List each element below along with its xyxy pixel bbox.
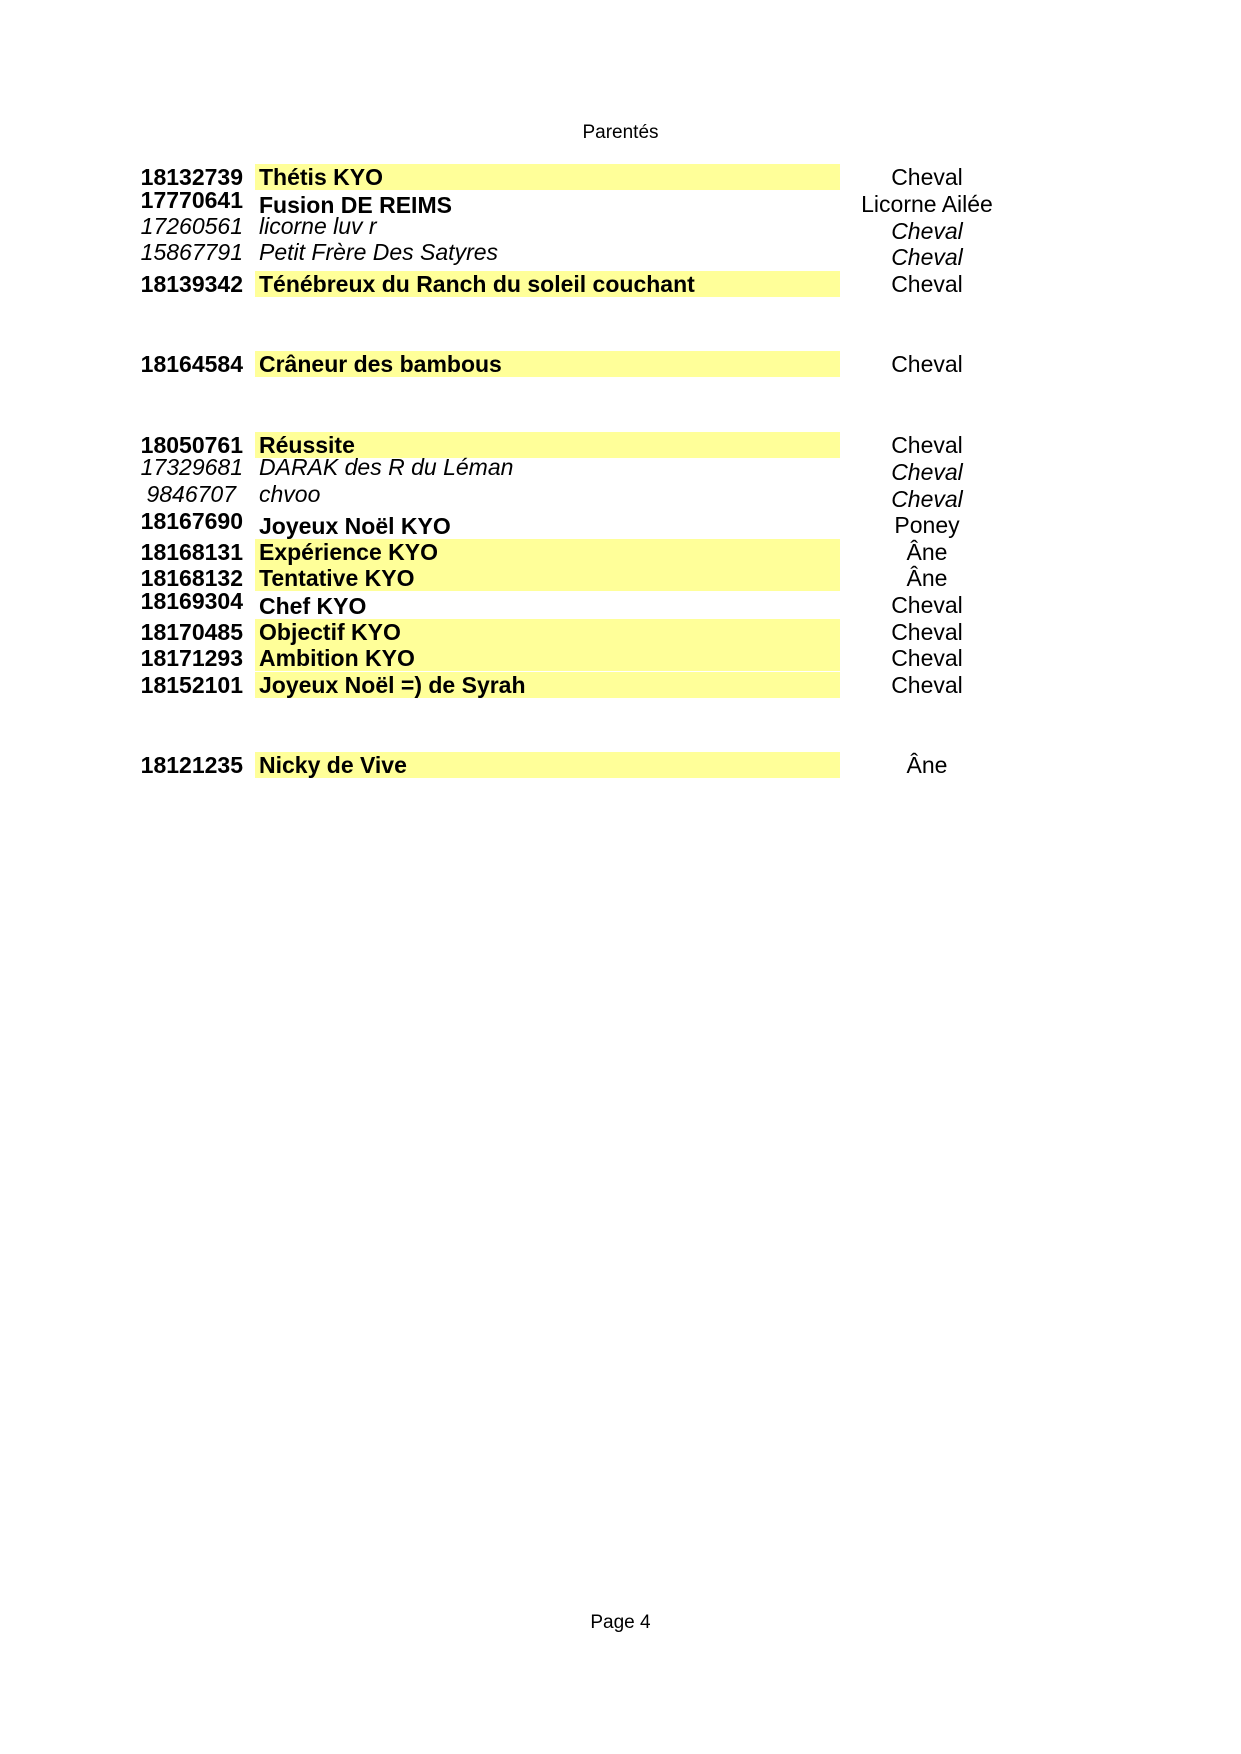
horse-type: Cheval <box>891 271 963 297</box>
horse-type: Cheval <box>891 351 963 377</box>
horse-type: Cheval <box>891 619 963 645</box>
horse-name: Nicky de Vive <box>259 752 407 778</box>
horse-type: Cheval <box>891 432 963 458</box>
horse-type: Cheval <box>891 592 963 618</box>
table-row <box>0 619 1241 645</box>
table-row <box>0 481 1241 512</box>
horse-name: chvoo <box>259 481 321 507</box>
horse-id: 18167690 <box>140 508 243 534</box>
horse-name: Crâneur des bambous <box>259 351 502 377</box>
table-row <box>0 454 1241 485</box>
horse-type: Poney <box>894 512 960 538</box>
horse-id: 18164584 <box>140 351 243 377</box>
horse-id: 18171293 <box>140 645 243 671</box>
horse-name: Chef KYO <box>259 593 367 619</box>
horse-type: Cheval <box>891 672 963 698</box>
horse-name: Réussite <box>259 432 355 458</box>
horse-type: Cheval <box>891 645 963 671</box>
horse-type: Âne <box>906 752 948 778</box>
page-header-title: Parentés <box>582 122 659 143</box>
horse-name: Expérience KYO <box>259 539 438 565</box>
page-number: Page 4 <box>590 1612 651 1633</box>
horse-name: licorne luv r <box>259 213 377 239</box>
horse-name: Fusion DE REIMS <box>259 192 452 218</box>
horse-name: DARAK des R du Léman <box>259 454 514 480</box>
table-row <box>0 672 1241 698</box>
horse-type: Cheval <box>891 164 963 190</box>
table-row <box>0 508 1241 539</box>
horse-id: 18168131 <box>140 539 243 565</box>
table-row <box>0 588 1241 619</box>
table-row <box>0 539 1241 565</box>
horse-type: Cheval <box>891 459 963 485</box>
horse-id: 18168132 <box>140 565 243 591</box>
table-row <box>0 187 1241 218</box>
horse-id: 17329681 <box>140 454 243 480</box>
horse-id: 18170485 <box>140 619 243 645</box>
horse-name: Joyeux Noël =) de Syrah <box>259 672 526 698</box>
horse-name: Objectif KYO <box>259 619 401 645</box>
horse-id: 18121235 <box>140 752 243 778</box>
horse-type: Cheval <box>891 218 963 244</box>
horse-id: 15867791 <box>140 239 243 265</box>
horse-name: Thétis KYO <box>259 164 383 190</box>
horse-id: 18050761 <box>140 432 243 458</box>
table-row <box>0 213 1241 244</box>
table-row <box>0 752 1241 778</box>
table-row <box>0 645 1241 671</box>
horse-name: Ténébreux du Ranch du soleil couchant <box>259 271 695 297</box>
horse-name: Petit Frère Des Satyres <box>259 239 499 265</box>
table-row <box>0 271 1241 297</box>
horse-type: Cheval <box>891 244 963 270</box>
horse-id: 9846707 <box>146 481 236 507</box>
horse-name: Joyeux Noël KYO <box>259 513 451 539</box>
horse-type: Licorne Ailée <box>861 191 993 217</box>
horse-name: Ambition KYO <box>259 645 415 671</box>
horse-id: 18139342 <box>140 271 243 297</box>
horse-type: Âne <box>906 565 948 591</box>
table-row <box>0 351 1241 377</box>
horse-type: Cheval <box>891 486 963 512</box>
table-row <box>0 239 1241 270</box>
horse-id: 17770641 <box>140 187 243 213</box>
horse-id: 18169304 <box>140 588 243 614</box>
horse-name: Tentative KYO <box>259 565 415 591</box>
horse-id: 17260561 <box>140 213 243 239</box>
horse-id: 18132739 <box>140 164 243 190</box>
horse-type: Âne <box>906 539 948 565</box>
horse-id: 18152101 <box>140 672 243 698</box>
